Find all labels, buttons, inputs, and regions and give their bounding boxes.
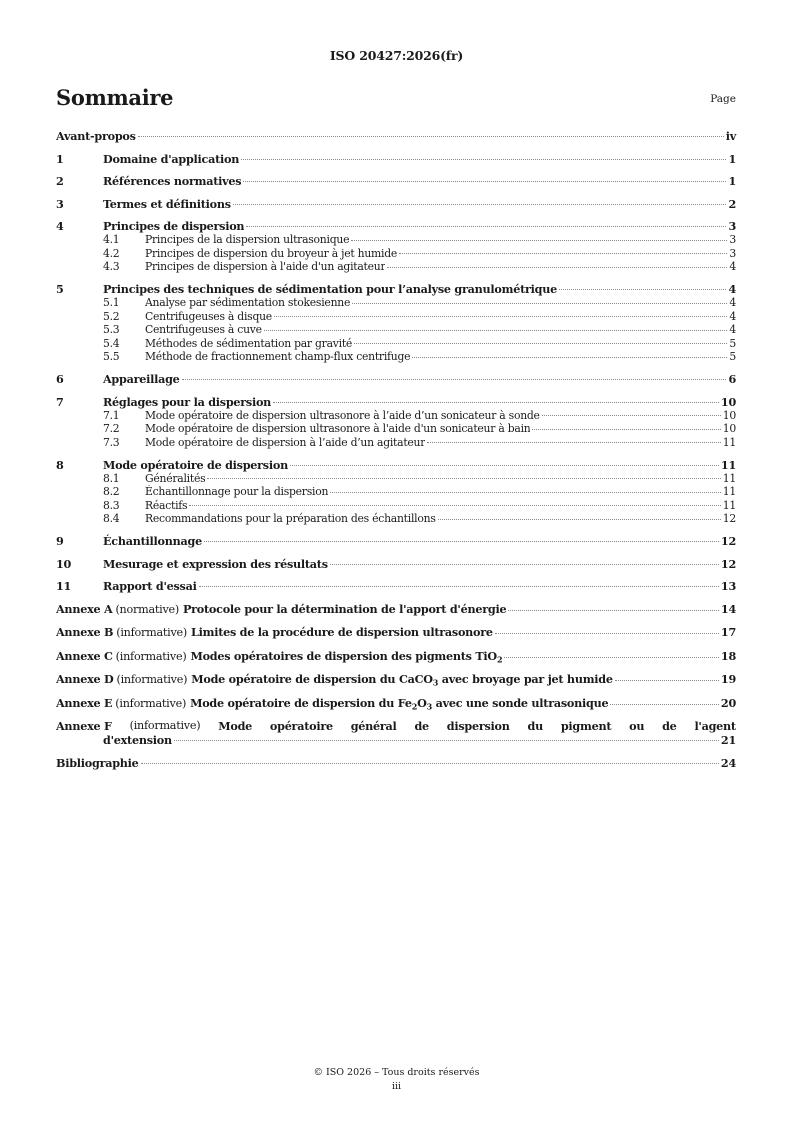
toc-entry-page: 11 xyxy=(722,471,736,485)
spacer xyxy=(56,747,736,756)
toc-entry-page: 3 xyxy=(729,246,736,260)
toc-entry[interactable] xyxy=(56,557,736,571)
toc-entry[interactable] xyxy=(56,458,736,472)
toc-annex-entry[interactable] xyxy=(56,625,736,640)
toc-entry-page: 11 xyxy=(720,457,736,472)
annex-title[interactable] xyxy=(56,696,608,711)
toc-entry-number: 8 xyxy=(56,457,64,472)
toc-entry-page: 19 xyxy=(720,672,736,686)
annex-title-word: Mode xyxy=(218,719,253,733)
toc-entry-title[interactable]: Principes des techniques de sédimentation pour l’analyse granulométrique xyxy=(103,282,557,296)
dot-leader xyxy=(438,518,721,520)
dot-leader xyxy=(199,585,719,587)
toc-subentry[interactable] xyxy=(56,337,736,351)
toc-subentry[interactable] xyxy=(56,499,736,513)
annex-label: Annexe F xyxy=(56,719,112,733)
toc-entry-number: 7.1 xyxy=(103,408,120,422)
toc-entry-title[interactable]: Centrifugeuses à disque xyxy=(145,309,272,323)
toc-entry-page: 6 xyxy=(728,372,736,386)
formula-subscript: 3 xyxy=(426,700,432,711)
toc-annex-entry[interactable] xyxy=(56,696,736,711)
dot-leader xyxy=(246,225,726,227)
dot-leader xyxy=(241,158,726,160)
toc-entry-number: 7 xyxy=(56,394,64,409)
toc-entry-title[interactable]: Réactifs xyxy=(145,498,188,512)
page-footer xyxy=(0,1066,793,1094)
toc-entry-page: 4 xyxy=(729,323,736,336)
spacer xyxy=(56,664,736,673)
dot-leader xyxy=(352,302,727,304)
toc-entry-title[interactable]: Échantillonnage pour la dispersion xyxy=(145,485,329,498)
dot-leader xyxy=(427,441,721,443)
annex-label: Annexe A xyxy=(56,601,113,616)
toc-entry-page: iv xyxy=(725,129,736,143)
annex-title-word: général xyxy=(350,719,397,733)
toc-entry-number: 3 xyxy=(56,196,64,211)
toc-entry[interactable] xyxy=(56,197,736,211)
toc-entry-title[interactable]: Analyse par sédimentation stokesienne xyxy=(145,296,351,309)
toc-entry-number: 1 xyxy=(56,151,64,166)
spacer xyxy=(56,143,736,152)
toc-entry-page: 1 xyxy=(728,151,736,166)
spacer xyxy=(56,593,736,602)
toc-subentry[interactable] xyxy=(56,409,736,423)
toc-subentry[interactable] xyxy=(56,422,736,436)
spacer xyxy=(56,166,736,175)
toc-entry[interactable] xyxy=(56,579,736,593)
toc-entry[interactable] xyxy=(56,395,736,409)
dot-leader xyxy=(412,356,727,358)
toc-entry-title[interactable]: Appareillage xyxy=(103,372,180,386)
annex-kind: (normative) xyxy=(115,602,179,616)
annex-title-line xyxy=(56,733,736,747)
dot-leader xyxy=(189,504,720,506)
toc-annex-entry[interactable] xyxy=(56,649,736,664)
dot-leader xyxy=(354,342,727,344)
chemical-formula: CaCO xyxy=(398,672,433,686)
annex-title-word: de xyxy=(662,719,677,733)
toc-subentry[interactable] xyxy=(56,310,736,324)
dot-leader xyxy=(399,252,727,254)
annex-title-text: Modes opératoires de dispersion des pigments xyxy=(190,648,476,663)
toc-subentry[interactable] xyxy=(56,247,736,261)
dot-leader xyxy=(174,739,719,741)
annex-kind: (informative) xyxy=(116,673,188,686)
table-of-contents xyxy=(56,129,736,770)
annex-title-text: avec une sonde ultrasonique xyxy=(431,695,609,710)
toc-entry-title[interactable]: Centrifugeuses à cuve xyxy=(145,323,262,336)
annex-kind: (informative) xyxy=(115,649,187,663)
toc-subentry[interactable] xyxy=(56,485,736,499)
toc-entry-page: 2 xyxy=(728,196,736,211)
chemical-formula: TiO xyxy=(475,648,497,663)
dot-leader xyxy=(141,762,719,764)
annex-label: Annexe C xyxy=(56,648,113,663)
toc-entry-page: 21 xyxy=(720,733,736,747)
dot-leader xyxy=(495,632,719,634)
toc-entry[interactable] xyxy=(56,534,736,548)
toc-entry-page: 5 xyxy=(729,350,736,363)
dot-leader xyxy=(330,563,719,565)
toc-entry-page: 3 xyxy=(728,219,736,233)
annex-title-text: Protocole pour la détermination de l'apport d'énergie xyxy=(183,601,507,616)
spacer xyxy=(56,548,736,557)
formula-subscript: 3 xyxy=(432,677,439,687)
toc-entry-title[interactable]: Principes de dispersion du broyeur à jet humide xyxy=(145,246,398,260)
toc-entry[interactable] xyxy=(56,129,736,143)
annex-title[interactable] xyxy=(56,602,506,617)
toc-entry-page: 20 xyxy=(720,695,736,710)
toc-entry-page: 3 xyxy=(729,233,736,246)
toc-entry-number: 8.3 xyxy=(103,498,120,512)
toc-entry-number: 8.4 xyxy=(103,512,120,525)
toc-entry-title[interactable]: Réglages pour la dispersion xyxy=(103,394,272,409)
toc-entry-title[interactable]: Mode opératoire de dispersion ultrasonore à l'aide d'un sonicateur à bain xyxy=(145,422,531,435)
dot-leader xyxy=(559,288,726,290)
formula-subscript: 2 xyxy=(411,700,418,711)
annex-title-text: Mode opératoire de dispersion du xyxy=(190,695,398,710)
toc-annex-entry[interactable] xyxy=(56,602,736,617)
toc-entry-page: 13 xyxy=(720,579,736,593)
toc-bibliography-entry[interactable] xyxy=(56,756,736,770)
toc-entry-title[interactable]: Généralités xyxy=(145,471,206,485)
spacer xyxy=(56,571,736,580)
toc-entry-title[interactable]: Rapport d'essai xyxy=(103,579,197,593)
toc-entry-number: 4.2 xyxy=(103,246,120,260)
toc-entry[interactable] xyxy=(56,219,736,233)
dot-leader xyxy=(233,203,727,205)
annex-title-text: Mode opératoire de dispersion du xyxy=(191,672,399,686)
dot-leader xyxy=(615,679,719,681)
toc-entry-number: 11 xyxy=(56,579,72,593)
dot-leader xyxy=(532,428,720,430)
toc-subentry[interactable] xyxy=(56,350,736,364)
toc-entry-page: 11 xyxy=(722,435,736,449)
annex-kind: (informative) xyxy=(115,696,187,710)
dot-leader xyxy=(542,414,721,416)
dot-leader xyxy=(138,135,724,137)
annex-title-word: ou xyxy=(629,719,645,733)
toc-title: Sommaire xyxy=(56,85,174,110)
annex-title[interactable] xyxy=(56,625,493,640)
toc-entry-number: 4.1 xyxy=(103,233,120,246)
toc-entry-title[interactable]: Recommandations pour la préparation des échantillons xyxy=(145,512,436,525)
toc-entry-title[interactable]: Bibliographie xyxy=(56,755,139,770)
toc-entry-title[interactable]: Principes de dispersion xyxy=(103,219,245,233)
spacer xyxy=(56,386,736,395)
spacer xyxy=(56,364,736,373)
copyright-notice: © ISO 2026 – Tous droits réservés xyxy=(313,1067,480,1078)
dot-leader xyxy=(351,239,727,241)
spacer xyxy=(56,211,736,220)
chemical-formula: Fe xyxy=(397,695,412,710)
toc-entry-number: 7.2 xyxy=(103,422,120,435)
toc-entry-page: 24 xyxy=(720,755,736,770)
annex-title-text[interactable]: d'extension xyxy=(103,733,172,747)
toc-entry-title[interactable]: Mode opératoire de dispersion ultrasonore à l’aide d’un sonicateur à sonde xyxy=(145,408,540,422)
page-number: iii xyxy=(391,1081,402,1092)
dot-leader xyxy=(243,180,726,182)
toc-entry-page: 10 xyxy=(722,422,736,435)
annex-label: Annexe B xyxy=(56,625,114,639)
formula-subscript: 2 xyxy=(496,653,503,664)
toc-entry-page: 12 xyxy=(720,556,736,571)
annex-title-word: opératoire xyxy=(269,719,333,733)
dot-leader xyxy=(387,266,727,268)
toc-entry-number: 4 xyxy=(56,219,64,233)
toc-entry-page: 12 xyxy=(722,512,736,525)
annex-label: Annexe D xyxy=(56,672,114,686)
dot-leader xyxy=(290,464,719,466)
spacer xyxy=(56,711,736,720)
toc-entry-number: 5.1 xyxy=(103,296,120,309)
toc-subentry[interactable] xyxy=(56,472,736,486)
toc-entry-number: 8.1 xyxy=(103,471,120,485)
toc-entry-number: 2 xyxy=(56,174,64,188)
toc-entry-page: 4 xyxy=(729,296,736,309)
spacer xyxy=(56,617,736,626)
toc-subentry[interactable] xyxy=(56,436,736,450)
toc-entry-number: 7.3 xyxy=(103,435,120,449)
annex-label: Annexe E xyxy=(56,695,113,710)
toc-subentry[interactable] xyxy=(56,296,736,310)
toc-entry-title[interactable]: Mode opératoire de dispersion à l’aide d’un agitateur xyxy=(145,435,426,449)
dot-leader xyxy=(264,329,728,331)
spacer xyxy=(56,640,736,649)
toc-entry-number: 4.3 xyxy=(103,260,120,273)
toc-entry-number: 8.2 xyxy=(103,485,120,498)
toc-annex-entry[interactable] xyxy=(56,719,736,747)
dot-leader xyxy=(610,703,719,705)
annex-title-word: dispersion xyxy=(446,719,510,733)
standard-id-header: ISO 20427:2026(fr) xyxy=(329,48,464,63)
toc-entry-number: 5 xyxy=(56,282,64,296)
annex-title-word: pigment xyxy=(560,719,612,733)
spacer xyxy=(56,687,736,696)
annex-title[interactable] xyxy=(56,649,502,664)
chemical-formula: O xyxy=(417,695,427,710)
toc-annex-entry[interactable] xyxy=(56,672,736,687)
dot-leader xyxy=(182,378,727,380)
toc-entry-page: 18 xyxy=(720,648,736,663)
page-column-label: Page xyxy=(710,93,736,105)
toc-entry-title[interactable]: Principes de dispersion à l'aide d'un agitateur xyxy=(145,260,386,273)
toc-entry[interactable] xyxy=(56,152,736,166)
dot-leader xyxy=(207,477,720,479)
toc-entry-number: 5.3 xyxy=(103,323,120,336)
annex-title-word: l'agent xyxy=(694,719,736,733)
toc-entry[interactable] xyxy=(56,282,736,296)
toc-entry-title[interactable]: Domaine d'application xyxy=(103,151,240,166)
toc-entry-title[interactable]: Avant-propos xyxy=(56,129,136,143)
annex-title-text: avec broyage par jet humide xyxy=(438,672,613,686)
toc-subentry[interactable] xyxy=(56,233,736,247)
toc-subentry[interactable] xyxy=(56,512,736,526)
annex-title-text: Limites de la procédure de dispersion ultrasonore xyxy=(191,625,493,639)
toc-entry-page: 14 xyxy=(720,601,736,616)
toc-entry-page: 11 xyxy=(722,498,736,512)
toc-entry-title[interactable]: Termes et définitions xyxy=(103,196,231,211)
toc-entry-title[interactable]: Méthode de fractionnement champ-flux centrifuge xyxy=(145,350,411,363)
toc-entry-page: 4 xyxy=(729,260,736,273)
spacer xyxy=(56,274,736,283)
annex-kind: (informative) xyxy=(116,626,187,639)
toc-entry-page: 4 xyxy=(728,282,736,296)
annex-kind: (informative) xyxy=(129,719,201,732)
toc-entry-number: 5.2 xyxy=(103,309,120,323)
toc-entry-title[interactable]: Mesurage et expression des résultats xyxy=(103,556,328,571)
toc-entry[interactable] xyxy=(56,174,736,188)
toc-entry-page: 1 xyxy=(728,174,736,188)
toc-entry-title[interactable]: Références normatives xyxy=(103,174,242,188)
toc-entry-page: 11 xyxy=(722,485,736,498)
toc-entry-number: 5.5 xyxy=(103,350,120,363)
toc-entry[interactable] xyxy=(56,372,736,386)
spacer xyxy=(56,526,736,535)
toc-subentry[interactable] xyxy=(56,260,736,274)
toc-entry-page: 12 xyxy=(720,534,736,548)
annex-title-word: du xyxy=(527,719,543,733)
toc-entry-title[interactable]: Échantillonnage xyxy=(103,534,202,548)
dot-leader xyxy=(504,656,719,658)
toc-entry-number: 5.4 xyxy=(103,336,120,350)
toc-entry-page: 10 xyxy=(720,394,736,409)
spacer xyxy=(56,449,736,458)
dot-leader xyxy=(273,401,719,403)
toc-entry-number: 10 xyxy=(56,556,72,571)
dot-leader xyxy=(274,315,727,317)
toc-entry-page: 10 xyxy=(722,408,736,422)
toc-subentry[interactable] xyxy=(56,323,736,337)
toc-entry-number: 9 xyxy=(56,534,64,548)
dot-leader xyxy=(330,491,721,493)
toc-entry-page: 5 xyxy=(729,336,736,350)
dot-leader xyxy=(204,540,719,542)
annex-title-line xyxy=(56,719,736,733)
annex-title[interactable] xyxy=(56,672,613,687)
toc-entry-title[interactable]: Principes de la dispersion ultrasonique xyxy=(145,233,350,246)
toc-entry-title[interactable]: Méthodes de sédimentation par gravité xyxy=(145,336,353,350)
toc-entry-page: 17 xyxy=(720,625,736,639)
annex-title-word: de xyxy=(414,719,429,733)
dot-leader xyxy=(508,609,719,611)
toc-entry-number: 6 xyxy=(56,372,64,386)
toc-entry-title[interactable]: Mode opératoire de dispersion xyxy=(103,457,288,472)
toc-entry-page: 4 xyxy=(729,309,736,323)
spacer xyxy=(56,188,736,197)
